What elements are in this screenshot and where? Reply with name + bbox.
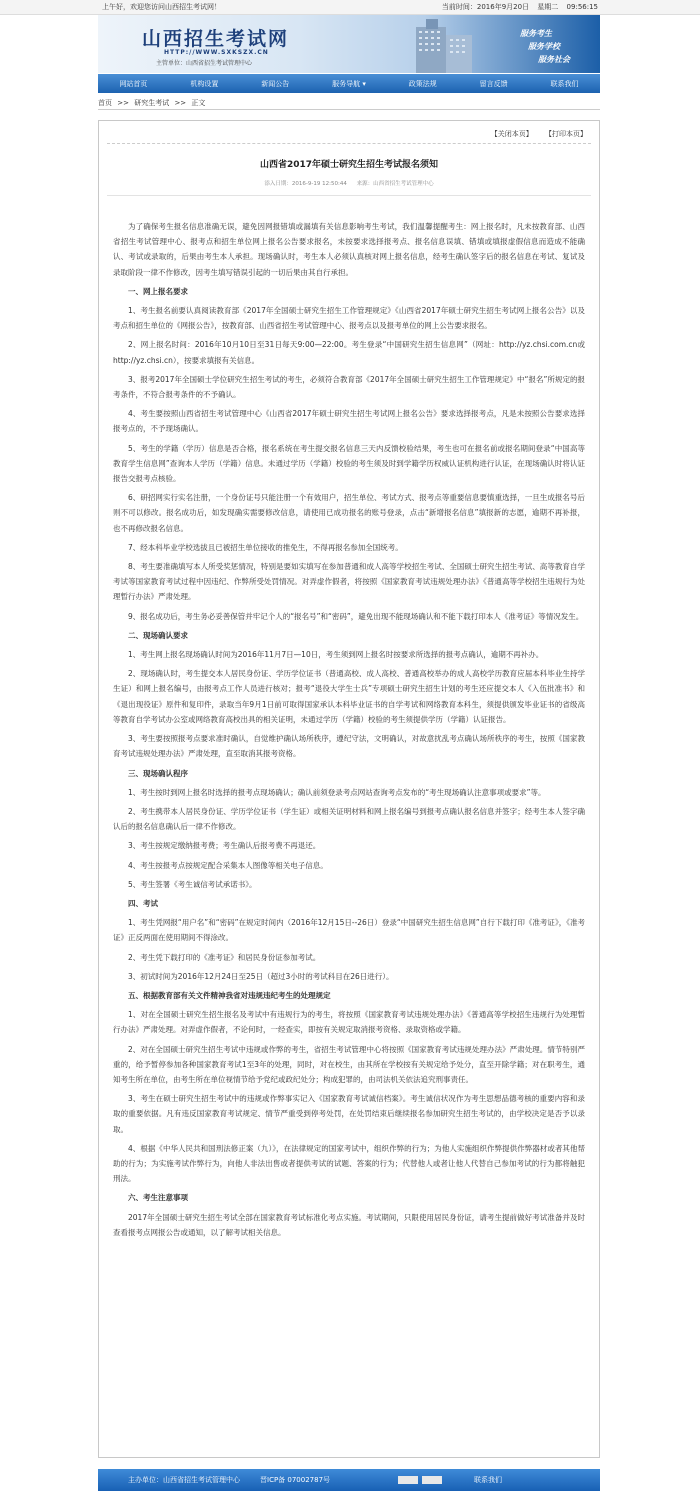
article-paragraph: 为了确保考生报名信息准确无误，避免因网报错填或漏填有关信息影响考生考试，我们温馨提醒考生：网上报名时，凡未按教育部、山西省招生考试管理中心、报考点和招生单位网上报名公告要求报名，未按要求选择报考点、报名信息误填、错填或填报虚假信息而造成不能确认、考试或录取的，后果由考生本人承担。现场确认时，考生本人必须认真核对网上报名信息，经考生确认签字后的报名信息在考试、复试及录取阶段一律不作修改，因考生填写错误引起的一切后果由其自行承担。 — [113, 222, 585, 277]
nav-contact[interactable]: 联系我们 — [550, 79, 579, 88]
breadcrumb-sep: >> — [174, 99, 187, 107]
article-paragraph: 3、初试时间为2016年12月24日至25日（超过3小时的考试科目在26日进行）。 — [128, 971, 394, 981]
nav-news[interactable]: 新闻公告 — [261, 79, 290, 88]
footer-icp[interactable]: 晋ICP备 07002787号 — [260, 1476, 331, 1484]
host-unit: 主管单位：山西省招生考试管理中心 — [156, 60, 253, 67]
article-paragraph: 2、对在全国硕士研究生招生考试中违规或作弊的考生，省招生考试管理中心将按照《国家教育考试违规处理办法》严肃处理。情节特别严重的，给予暂停参加各种国家教育考试1至3年的处理，同时，对在校生，由其所在学校按有关规定给予处分，直至开除学籍；对在职考生，通知考生所在单位，由考生所在单位视情节给予党纪或政纪处分；构成犯罪的，由司法机关依法追究刑事责任。 — [113, 1044, 585, 1084]
article-paragraph: 1、考生报名前要认真阅读教育部《2017年全国硕士研究生招生工作管理规定》《山西省2017年硕士研究生招生考试网上报名公告》以及考点和招生单位的《网报公告》，按教育部、山西省招生考试管理中心、报考点以及报考单位的网上公告要求报名。 — [113, 306, 585, 331]
article-paragraph: 4、考生要按照山西省招生考试管理中心《山西省2017年硕士研究生招生考试网上报名公告》要求选择报考点，凡是未按照公告要求选择报考点的，不予现场确认。 — [113, 409, 585, 434]
print-page-button[interactable]: 【打印本页】 — [545, 130, 587, 138]
breadcrumb — [98, 96, 600, 110]
article-meta — [99, 179, 599, 187]
article-paragraph: 1、考生按时到网上报名时选择的报考点现场确认；确认前须登录考点网站查询考点发布的“考生现场确认注意事项或要求”等。 — [128, 787, 546, 797]
article-date: 添入日期：2016-9-19 12:50:44 — [264, 181, 347, 187]
article-paragraph: 2、网上报名时间：2016年10月10日至31日每天9:00—22:00。考生登录“中国研究生招生信息网”（网址：http://yz.chsi.com.cn或http://yz.chsi.cn），按要求填报有关信息。 — [113, 340, 585, 365]
site-logo[interactable]: 山西招生考试网 — [142, 28, 290, 50]
article-paragraph: 3、考生要按照报考点要求准时确认，自觉维护确认场所秩序，遵纪守法，文明确认，对故意扰乱考点确认场所秩序的考生，按照《国家教育考试违规处理办法》严肃处理，直至取消其报考资格。 — [113, 734, 585, 759]
section-heading: 六、考生注意事项 — [128, 1193, 188, 1203]
article-paragraph: 3、报考2017年全国硕士学位研究生招生考试的考生，必须符合教育部《2017年全国硕士研究生招生工作管理规定》中“报名”所规定的报考条件，不符合报考条件的不予确认。 — [113, 374, 585, 400]
article-title: 山西省2017年硕士研究生招生考试报名须知 — [259, 160, 439, 170]
slogan-1: 服务考生 — [520, 29, 552, 38]
slogan-3: 服务社会 — [538, 55, 570, 64]
clock: 09:56:15 — [566, 3, 598, 11]
article-paragraph: 6、研招网实行实名注册，一个身份证号只能注册一个有效用户，招生单位、考试方式、报考点等重要信息要慎重选择，一旦生成报名号后则不可以修改。报名成功后，如发现确实需要修改信息，请使用已成功报名的账号登录，点击“新增报名信息”填报新的志愿，逾期不再补报，也不再修改报名信息。 — [113, 493, 585, 533]
section-heading: 五、根据教育部有关文件精神我省对违规违纪考生的处理规定 — [128, 990, 331, 1000]
article-paragraph: 2、现场确认时，考生提交本人居民身份证、学历学位证书（普通高校、成人高校、普通高校举办的成人高校学历教育应届本科毕业生持学生证）和网上报名编号，由报考点工作人员进行核对；报考“退役大学生士兵”专项硕士研究生招生计划的考生还应提交本人《入伍批准书》和《退出现役证》原件和复印件，录取当年9月1日前可取得国家承认本科毕业证书的自学考试和网络教育本科生，须提供颁发毕业证书的省级高等教育自学考试办公室或网络教育高校出具的相关证明，未通过学历（学籍）校验的考生须提供学历（学籍）认证报告。 — [113, 669, 585, 724]
section-heading: 三、现场确认程序 — [128, 768, 188, 778]
nav-feedback[interactable]: 留言反馈 — [479, 79, 508, 88]
article-paragraph: 3、考生按规定缴纳报考费；考生确认后报考费不再退还。 — [128, 841, 321, 851]
section-heading: 二、现场确认要求 — [128, 630, 188, 640]
site-footer — [98, 1469, 600, 1491]
nav-policy[interactable]: 政策法规 — [408, 79, 437, 88]
footer-host: 主办单位：山西省招生考试管理中心 — [128, 1476, 240, 1484]
article-paragraph: 1、考生网上报名现场确认时间为2016年11月7日—10日，考生须到网上报名时按要求所选择的报考点确认，逾期不再补办。 — [128, 650, 544, 660]
section-heading: 一、网上报名要求 — [128, 286, 188, 296]
nav-service[interactable] — [332, 79, 366, 89]
welcome-text: 上午好，欢迎您访问山西招生考试网！ — [102, 3, 221, 11]
divider — [107, 195, 591, 196]
weekday: 星期二 — [537, 3, 559, 11]
article-paragraph: 3、考生在硕士研究生招生考试中的违规或作弊事实记入《国家教育考试诚信档案》。考生诚信状况作为考生思想品德考核的重要内容和录取的重要依据。凡有违反国家教育考试规定、情节严重受到停考处罚，在处罚结束后继续报名参加研究生招生考试的，由学校决定是否予以录取。 — [113, 1094, 585, 1134]
article-actions — [481, 129, 587, 139]
article-paragraph: 7、经本科毕业学校选拔且已被招生单位接收的推免生，不得再报名参加全国统考。 — [128, 542, 403, 552]
article-body — [113, 219, 585, 1244]
breadcrumb-current: 正文 — [191, 99, 206, 107]
footer-contact[interactable]: 联系我们 — [474, 1476, 502, 1484]
current-time — [436, 0, 598, 15]
article-paragraph: 2017年全国硕士研究生招生考试全部在国家教育考试标准化考点实施。考试期间，只限使用居民身份证，请考生提前做好考试准备并及时查看报考点网报公告或通知，以了解考试相关信息。 — [113, 1212, 585, 1237]
article-paragraph: 2、考生携带本人居民身份证、学历学位证书（学生证）或相关证明材料和网上报名编号到报考点确认报名信息并签字；经考生本人签字确认后的报名信息确认后一律不作修改。 — [113, 806, 585, 832]
article-paragraph: 1、对在全国硕士研究生招生报名及考试中有违规行为的考生，将按照《国家教育考试违规处理办法》《普通高等学校招生违规行为处理暂行办法》严肃处理。对弄虚作假者，不论何时，一经查实，即按有关规定取消报考资格、录取资格或学籍。 — [113, 1010, 585, 1035]
breadcrumb-category[interactable]: 研究生考试 — [134, 99, 170, 107]
slogans — [520, 27, 570, 66]
nav-service-label: 服务导航 — [332, 79, 361, 88]
site-banner — [98, 15, 600, 73]
slogan-2: 服务学校 — [528, 42, 560, 51]
divider — [107, 143, 591, 144]
breadcrumb-sep: >> — [117, 99, 129, 107]
badge-icon[interactable] — [422, 1476, 442, 1484]
main-nav — [98, 74, 600, 93]
article-paragraph: 4、根据《中华人民共和国刑法修正案（九）》，在法律规定的国家考试中，组织作弊的行为；为他人实施组织作弊提供作弊器材或者其他帮助的行为；为实施考试作弊行为，向他人非法出售或者提供考试的试题、答案的行为；代替他人或者让他人代替自己参加考试的行为都将触犯刑法。 — [113, 1143, 585, 1184]
article-paragraph: 4、考生按报考点按规定配合采集本人图像等相关电子信息。 — [128, 860, 328, 870]
site-url: HTTP://WWW.SXKSZX.CN — [164, 49, 269, 56]
chevron-down-icon: ▾ — [362, 79, 366, 88]
nav-home[interactable]: 网站首页 — [119, 79, 148, 88]
article-panel — [98, 120, 600, 1458]
article-paragraph: 8、考生要准确填写本人所受奖惩情况，特别是要如实填写在参加普通和成人高等学校招生考试、全国硕士研究生招生考试、高等教育自学考试等国家教育考试过程中因违纪、作弊所受处罚情况。对弄虚作假者，将按照《国家教育考试违规处理办法》《普通高等学校招生违规行为处理暂行办法》严肃处理。 — [113, 562, 585, 602]
breadcrumb-home[interactable]: 首页 — [98, 99, 112, 107]
top-bar — [0, 0, 700, 15]
article-source: 来源：山西省招生考试管理中心 — [356, 181, 434, 187]
article-paragraph: 9、报名成功后，考生务必妥善保管并牢记个人的“报名号”和“密码”，避免出现不能现场确认和不能下载打印本人《准考证》等情况发生。 — [128, 611, 584, 621]
section-heading: 四、考试 — [128, 898, 158, 908]
nav-organization[interactable]: 机构设置 — [190, 79, 219, 88]
close-page-button[interactable]: 【关闭本页】 — [490, 130, 533, 138]
building-image — [398, 17, 488, 73]
article-paragraph: 2、考生凭下载打印的《准考证》和居民身份证参加考试。 — [128, 952, 321, 962]
date-label: 当前时间：2016年9月20日 — [441, 3, 530, 11]
footer-badges — [398, 1476, 446, 1498]
article-paragraph: 5、考生的学籍（学历）信息是否合格，报名系统在考生提交报名信息三天内反馈校验结果，考生也可在报名前或报名期间登录“中国高等教育学生信息网”查询本人学历（学籍）信息。未通过学历（学籍）校验的考生须及时到学籍学历权威认证机构进行认证，在现场确认时将认证报告交报考点核验。 — [113, 443, 585, 484]
article-paragraph: 1、考生凭网报“用户名”和“密码”在规定时间内（2016年12月15日--26日）登录“中国研究生招生信息网”自行下载打印《准考证》，《准考证》正反两面在使用期间不得涂改。 — [113, 918, 585, 943]
badge-icon[interactable] — [398, 1476, 418, 1484]
article-paragraph: 5、考生签署《考生诚信考试承诺书》。 — [128, 879, 257, 889]
